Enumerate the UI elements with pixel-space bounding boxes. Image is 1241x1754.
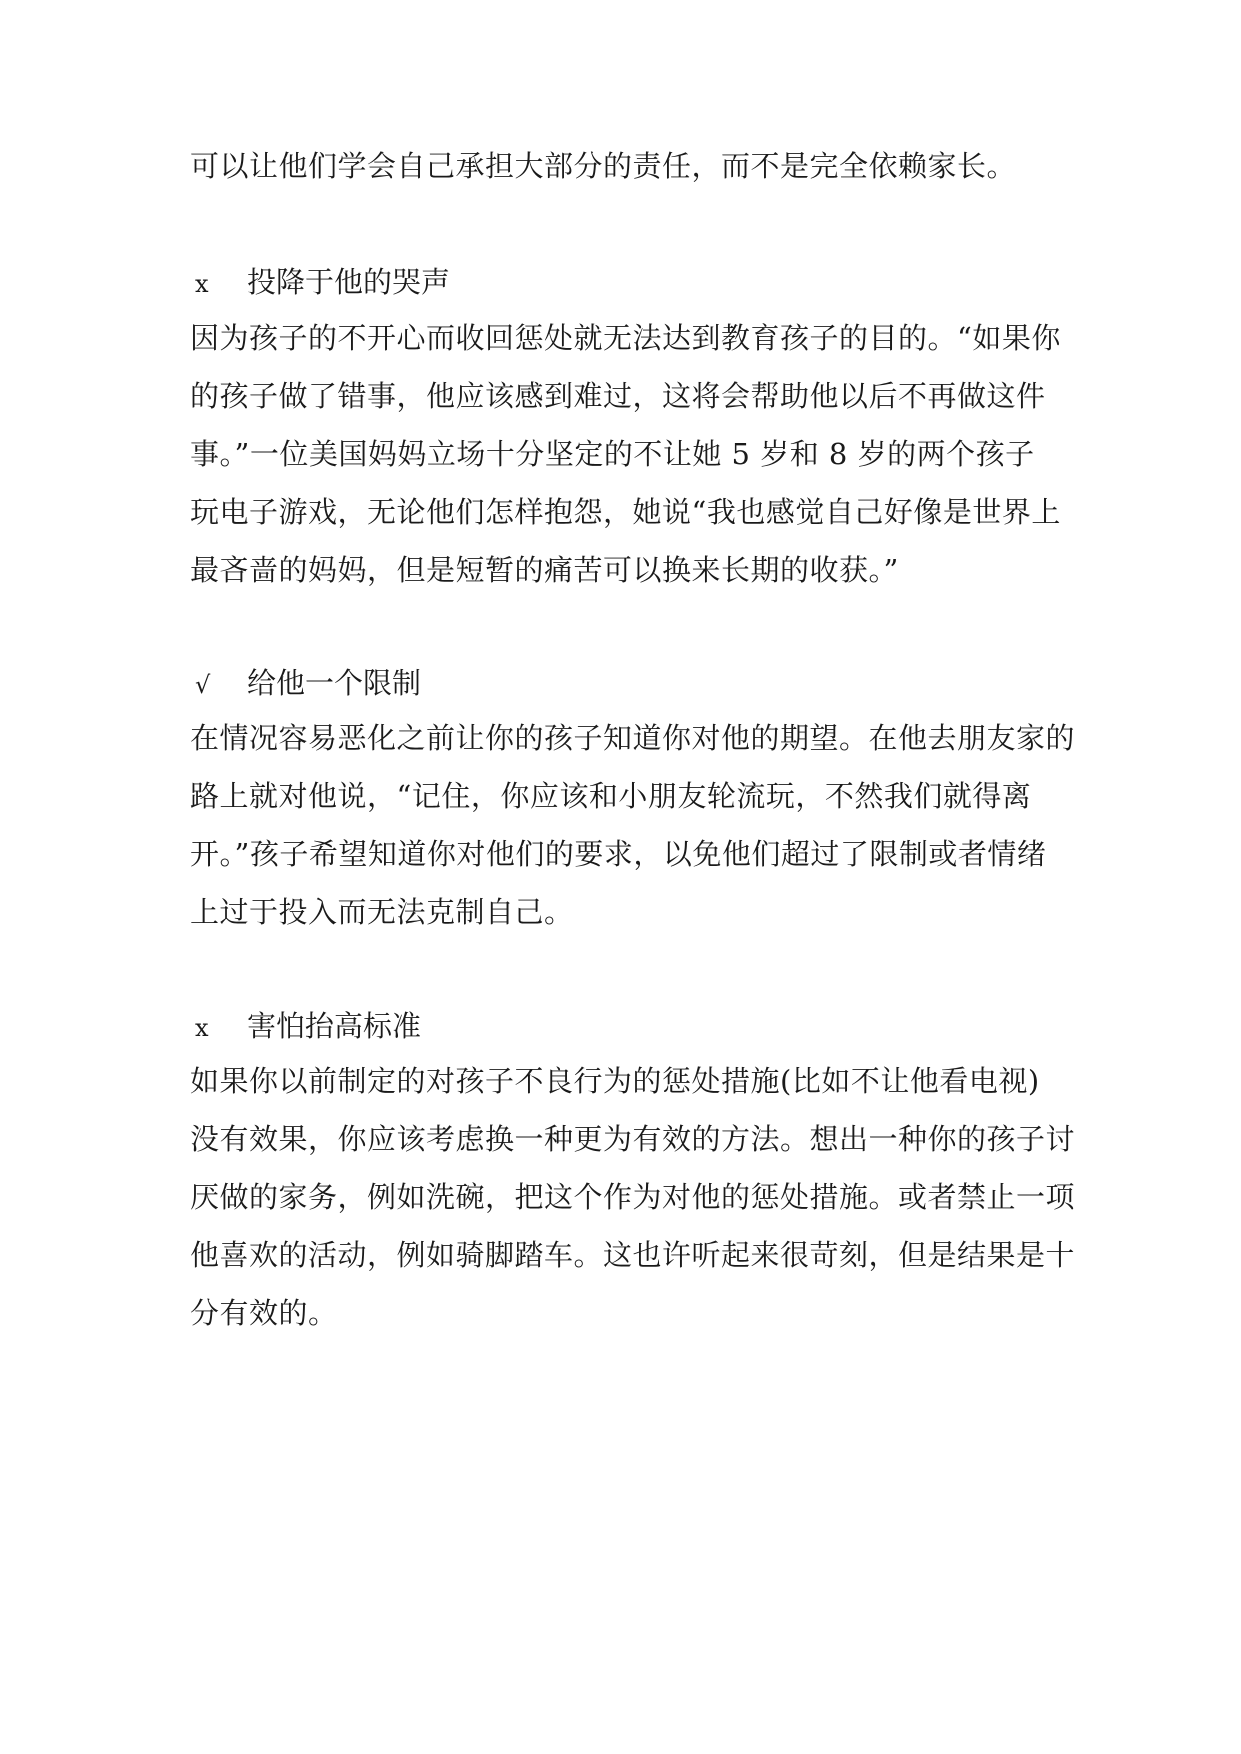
section-title: 害怕抬高标准 [247, 1009, 422, 1043]
cross-marker: x [195, 270, 209, 298]
paragraph-line: 厌做的家务，例如洗碗，把这个作为对他的惩处措施。或者禁止一项 [190, 1180, 1076, 1214]
intro-line: 可以让他们学会自己承担大部分的责任，而不是完全依赖家长。 [190, 149, 1017, 183]
paragraph-line: 如果你以前制定的对孩子不良行为的惩处措施(比如不让他看电视) [190, 1064, 1040, 1098]
paragraph-line: 分有效的。 [190, 1296, 338, 1330]
paragraph-line: 他喜欢的活动，例如骑脚踏车。这也许听起来很苛刻，但是结果是十 [190, 1238, 1076, 1272]
paragraph-line: 没有效果，你应该考虑换一种更为有效的方法。想出一种你的孩子讨 [190, 1122, 1076, 1156]
paragraph-line: 最吝啬的妈妈，但是短暂的痛苦可以换来长期的收获。” [190, 553, 899, 587]
section-title: 给他一个限制 [247, 666, 422, 700]
section-heading [195, 262, 450, 304]
section-title: 投降于他的哭声 [247, 265, 451, 299]
section-heading [195, 663, 421, 705]
paragraph-line: 事。”一位美国妈妈立场十分坚定的不让她 5 岁和 8 岁的两个孩子 [190, 437, 1035, 471]
check-marker: √ [195, 671, 211, 699]
paragraph-line: 上过于投入而无法克制自己。 [190, 895, 574, 929]
paragraph-line: 在情况容易恶化之前让你的孩子知道你对他的期望。在他去朋友家的 [190, 721, 1076, 755]
paragraph-line: 因为孩子的不开心而收回惩处就无法达到教育孩子的目的。“如果你 [190, 321, 1061, 355]
cross-marker: x [195, 1014, 209, 1042]
paragraph-line: 路上就对他说，“记住，你应该和小朋友轮流玩，不然我们就得离 [190, 779, 1032, 813]
paragraph-line: 玩电子游戏，无论他们怎样抱怨，她说“我也感觉自己好像是世界上 [190, 495, 1061, 529]
paragraph-line: 开。”孩子希望知道你对他们的要求，以免他们超过了限制或者情绪 [190, 837, 1047, 871]
section-heading [195, 1006, 421, 1048]
paragraph-line: 的孩子做了错事，他应该感到难过，这将会帮助他以后不再做这件 [190, 379, 1046, 413]
